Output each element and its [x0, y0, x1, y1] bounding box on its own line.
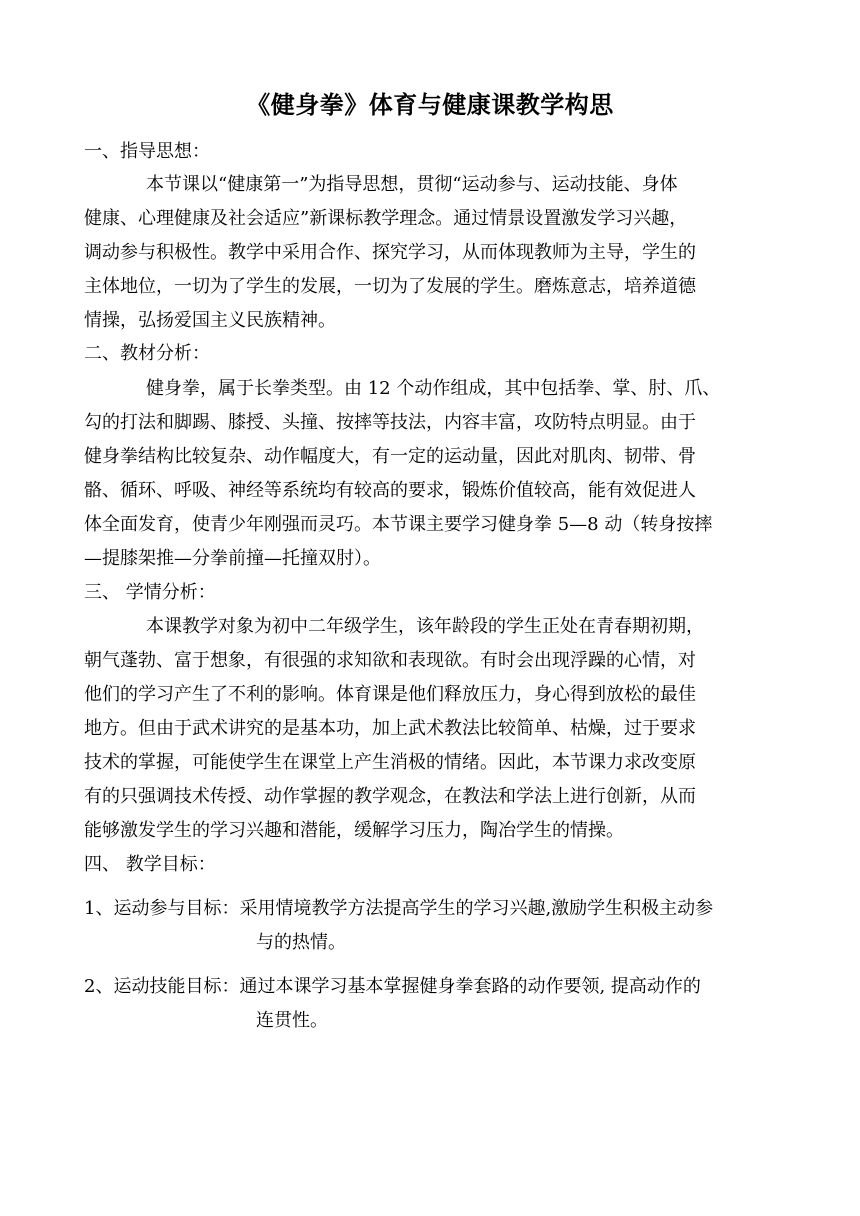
paragraph-line: 他们的学习产生了不利的影响。体育课是他们释放压力，身心得到放松的最佳	[84, 684, 696, 705]
paragraph-line: 健康、心理健康及社会适应”新课标教学理念。通过情景设置激发学习兴趣，	[84, 208, 688, 229]
paragraph-line: 地方。但由于武术讲究的是基本功，加上武术教法比较简单、枯燥，过于要求	[84, 718, 696, 739]
paragraph-line: 骼、循环、呼吸、神经等系统均有较高的要求，锻炼价值较高，能有效促进人	[84, 480, 696, 501]
paragraph-line: 能够激发学生的学习兴趣和潜能，缓解学习压力，陶冶学生的情操。	[84, 820, 624, 841]
section-heading: 二、教材分析：	[84, 343, 210, 364]
paragraph-line: 体全面发育，使青少年刚强而灵巧。本节课主要学习健身拳 5—8 动（转身按摔	[84, 514, 713, 535]
paragraph-line: 勾的打法和脚踢、膝授、头撞、按摔等技法，内容丰富，攻防特点明显。由于	[84, 412, 696, 433]
paragraph-line: 技术的掌握，可能使学生在课堂上产生消极的情绪。因此，本节课力求改变原	[84, 752, 696, 773]
paragraph-line: 有的只强调技术传授、动作掌握的教学观念，在教法和学法上进行创新，从而	[84, 786, 696, 807]
paragraph-line: 朝气蓬勃、富于想象，有很强的求知欲和表现欲。有时会出现浮躁的心情，对	[84, 650, 696, 671]
document-title: 《健身拳》体育与健康课教学构思	[246, 90, 614, 119]
objective-continuation: 与的热情。	[256, 932, 346, 953]
paragraph-line: —提膝架推—分拳前撞—托撞双肘）。	[84, 548, 381, 569]
paragraph-line: 主体地位，一切为了学生的发展，一切为了发展的学生。磨炼意志，培养道德	[84, 276, 696, 297]
objective-continuation: 连贯性。	[256, 1010, 328, 1031]
section-heading: 一、指导思想：	[84, 141, 210, 162]
paragraph-line: 本课教学对象为初中二年级学生，该年龄段的学生正处在青春期初期，	[146, 616, 704, 637]
section-heading: 四、 教学目标：	[84, 854, 216, 875]
paragraph-line: 调动参与积极性。教学中采用合作、探究学习，从而体现教师为主导，学生的	[84, 242, 696, 263]
paragraph-line: 本节课以“健康第一”为指导思想，贯彻“运动参与、运动技能、身体	[146, 174, 678, 195]
objective-item: 2、运动技能目标：通过本课学习基本掌握健身拳套路的动作要领, 提高动作的	[84, 976, 701, 997]
paragraph-line: 健身拳结构比较复杂、动作幅度大，有一定的运动量，因此对肌肉、韧带、骨	[84, 446, 696, 467]
paragraph-line: 健身拳，属于长拳类型。由 12 个动作组成，其中包括拳、掌、肘、爪、	[146, 378, 721, 399]
section-heading: 三、 学情分析：	[84, 582, 216, 603]
objective-item: 1、运动参与目标：采用情境教学方法提高学生的学习兴趣,激励学生积极主动参	[84, 898, 714, 919]
paragraph-line: 情操，弘扬爱国主义民族精神。	[84, 310, 336, 331]
